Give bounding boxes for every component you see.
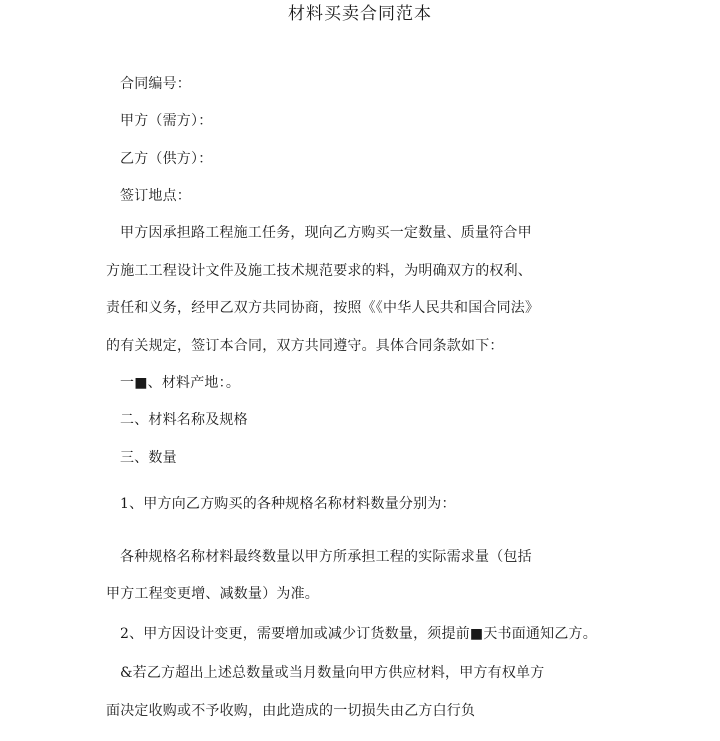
clause-1-detail-line: 甲方工程变更增、减数量）为准。 [106,586,319,602]
preamble-line: 责任和义务，经甲乙双方共同协商，按照《《中华人民共和国合同法》 [106,300,540,316]
document-title: 材料买卖合同范本 [288,4,432,24]
party-a-field: 甲方（需方）： [120,113,213,129]
clause-3-line: &若乙方超出上述总数量或当月数量向甲方供应材料，甲方有权单方 [120,665,545,681]
preamble-line: 甲方因承担路工程施工任务，现向乙方购买一定数量、质量符合甲 [120,225,532,241]
clause-3-line: 面决定收购或不予收购，由此造成的一切损失由乙方白行负 [106,703,476,719]
preamble-line: 的有关规定，签订本合同，双方共同遵守。具体合同条款如下： [106,338,504,354]
section-heading-quantity: 三、数量 [120,450,177,466]
section-heading-name-spec: 二、材料名称及规格 [120,412,248,428]
clause-2: 2、甲方因设计变更，需要增加或减少订货数量，须提前■天书面通知乙方。 [120,626,597,642]
preamble-line: 方施工工程设计文件及施工技术规范要求的料，为明确双方的权利、 [106,263,532,279]
section-heading-origin: 一■、材料产地：。 [120,375,241,391]
signing-place-field: 签订地点： [120,188,191,204]
clause-1-detail-line: 各种规格名称材料最终数量以甲方所承担工程的实际需求量（包括 [120,549,532,565]
contract-number-field: 合同编号： [120,76,191,92]
party-b-field: 乙方（供方）： [120,151,213,167]
clause-1: 1、甲方向乙方购买的各种规格名称材料数量分别为： [120,496,456,512]
